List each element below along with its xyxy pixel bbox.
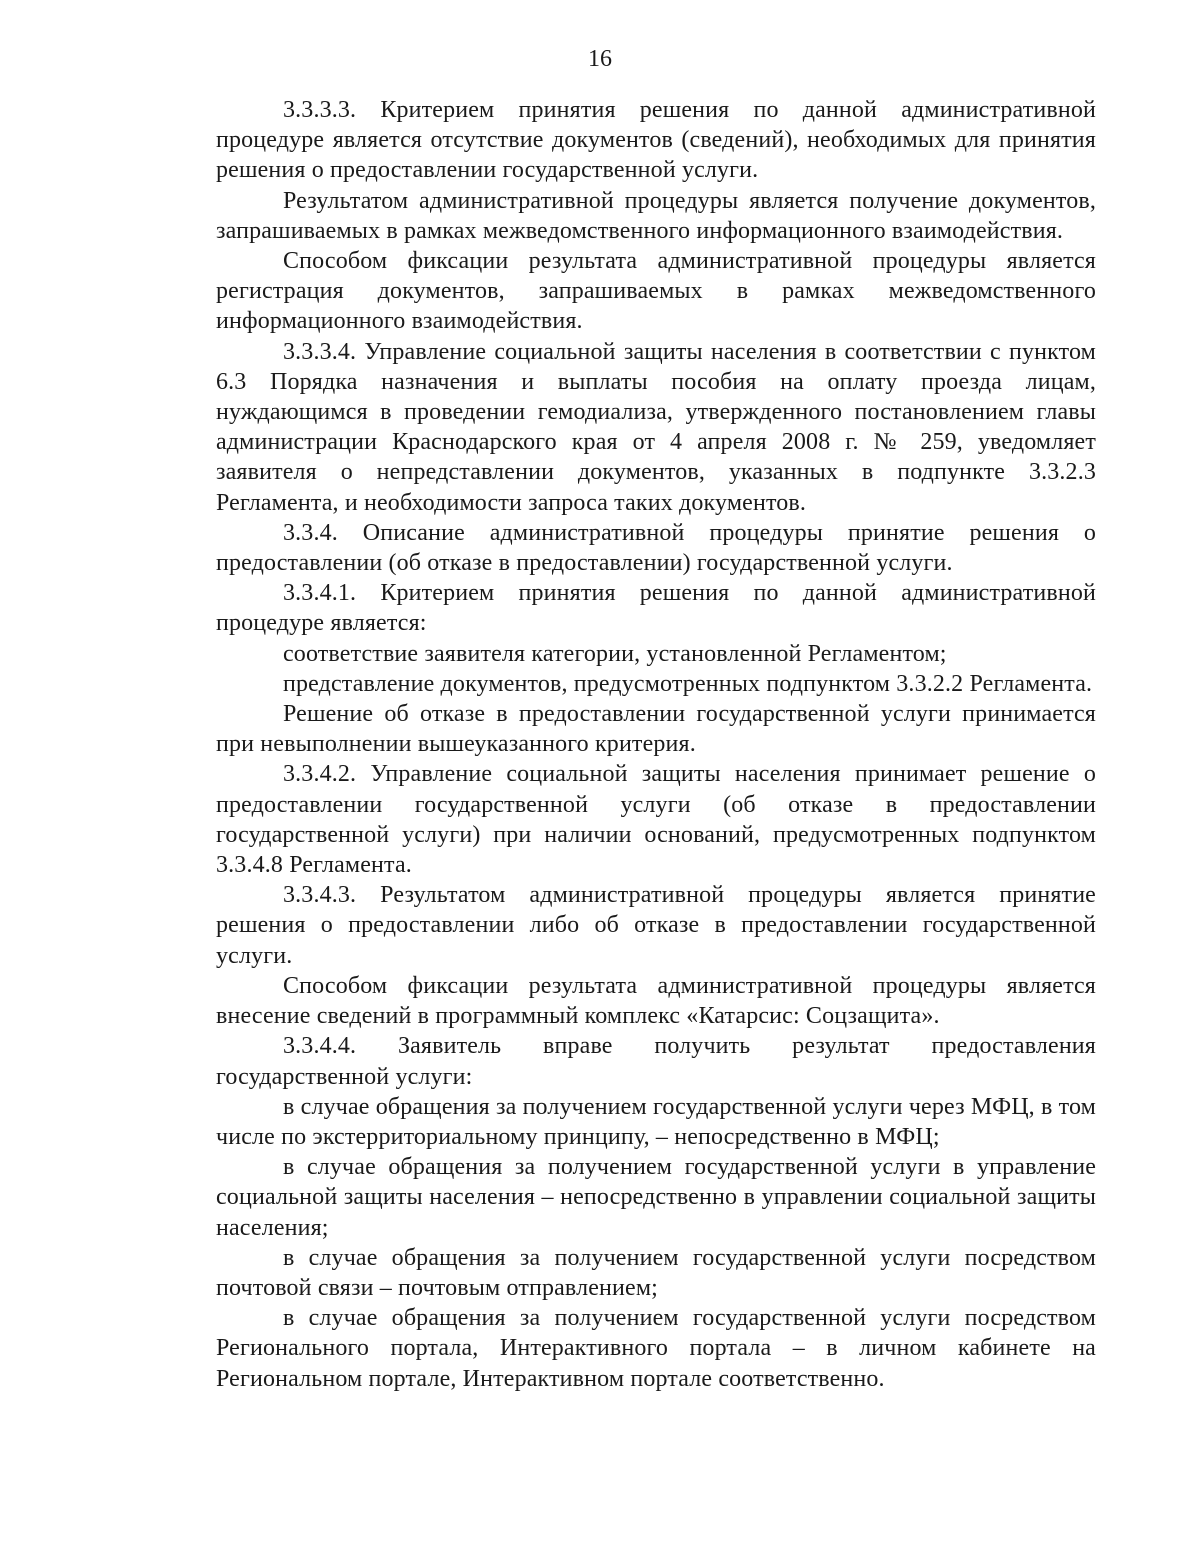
paragraph: Способом фиксации результата административной процедуры является внесение сведений в программный комплекс «Катарсис: Соцзащита». <box>216 972 1096 1030</box>
paragraph: в случае обращения за получением государственной услуги посредством Регионального портала, Интерактивного портала – в личном кабинете на Региональном портале, Интерактивном портале соответственно. <box>216 1305 1096 1392</box>
document-body <box>216 95 1096 1394</box>
paragraph: 3.3.4. Описание административной процедуры принятие решения о предоставлении (об отказе в предоставлении) государственной услуги. <box>216 519 1096 577</box>
paragraph: 3.3.4.1. Критерием принятия решения по данной административной процедуре является: <box>216 580 1096 637</box>
paragraph: Результатом административной процедуры является получение документов, запрашиваемых в рамках межведомственного информационного взаимодействия. <box>216 187 1096 244</box>
paragraph: Решение об отказе в предоставлении государственной услуги принимается при невыполнении вышеуказанного критерия. <box>216 701 1096 758</box>
paragraph: 3.3.4.2. Управление социальной защиты населения принимает решение о предоставлении государственной услуги (об отказе в предоставлении государственной услуги) при наличии оснований, предусмотренных подпунктом 3.3.4.8 Регламента. <box>216 761 1096 879</box>
paragraph: Способом фиксации результата административной процедуры является регистрация документов, запрашиваемых в рамках межведомственного информационного взаимодействия. <box>216 248 1096 335</box>
paragraph: в случае обращения за получением государственной услуги в управление социальной защиты населения – непосредственно в управлении социальной защиты населения; <box>216 1154 1096 1241</box>
paragraph: 3.3.3.3. Критерием принятия решения по данной административной процедуре является отсутствие документов (сведений), необходимых для принятия решения о предоставлении государственной услуги. <box>216 97 1096 184</box>
paragraph: 3.3.3.4. Управление социальной защиты населения в соответствии с пунктом 6.3 Порядка назначения и выплаты пособия на оплату проезда лицам, нуждающимся в проведении гемодиализа, утвержденного постановлением главы администрации Краснодарского края от 4 апреля 2008 г. № 259, уведомляет заявителя о непредставлении документов, указанных в подпункте 3.3.2.3 Регламента, и необходимости запроса таких документов. <box>216 338 1096 516</box>
page-number: 16 <box>588 46 612 72</box>
paragraph: в случае обращения за получением государственной услуги через МФЦ, в том числе по экстерриториальному принципу, – непосредственно в МФЦ; <box>216 1093 1096 1150</box>
paragraph: соответствие заявителя категории, установленной Регламентом; <box>283 640 947 667</box>
paragraph: представление документов, предусмотренных подпунктом 3.3.2.2 Регламента. <box>283 670 1093 697</box>
paragraph: 3.3.4.3. Результатом административной процедуры является принятие решения о предоставлении либо об отказе в предоставлении государственной услуги. <box>216 882 1096 969</box>
paragraph: в случае обращения за получением государственной услуги посредством почтовой связи – почтовым отправлением; <box>216 1244 1096 1301</box>
paragraph: 3.3.4.4. Заявитель вправе получить результат предоставления государственной услуги: <box>216 1033 1096 1090</box>
